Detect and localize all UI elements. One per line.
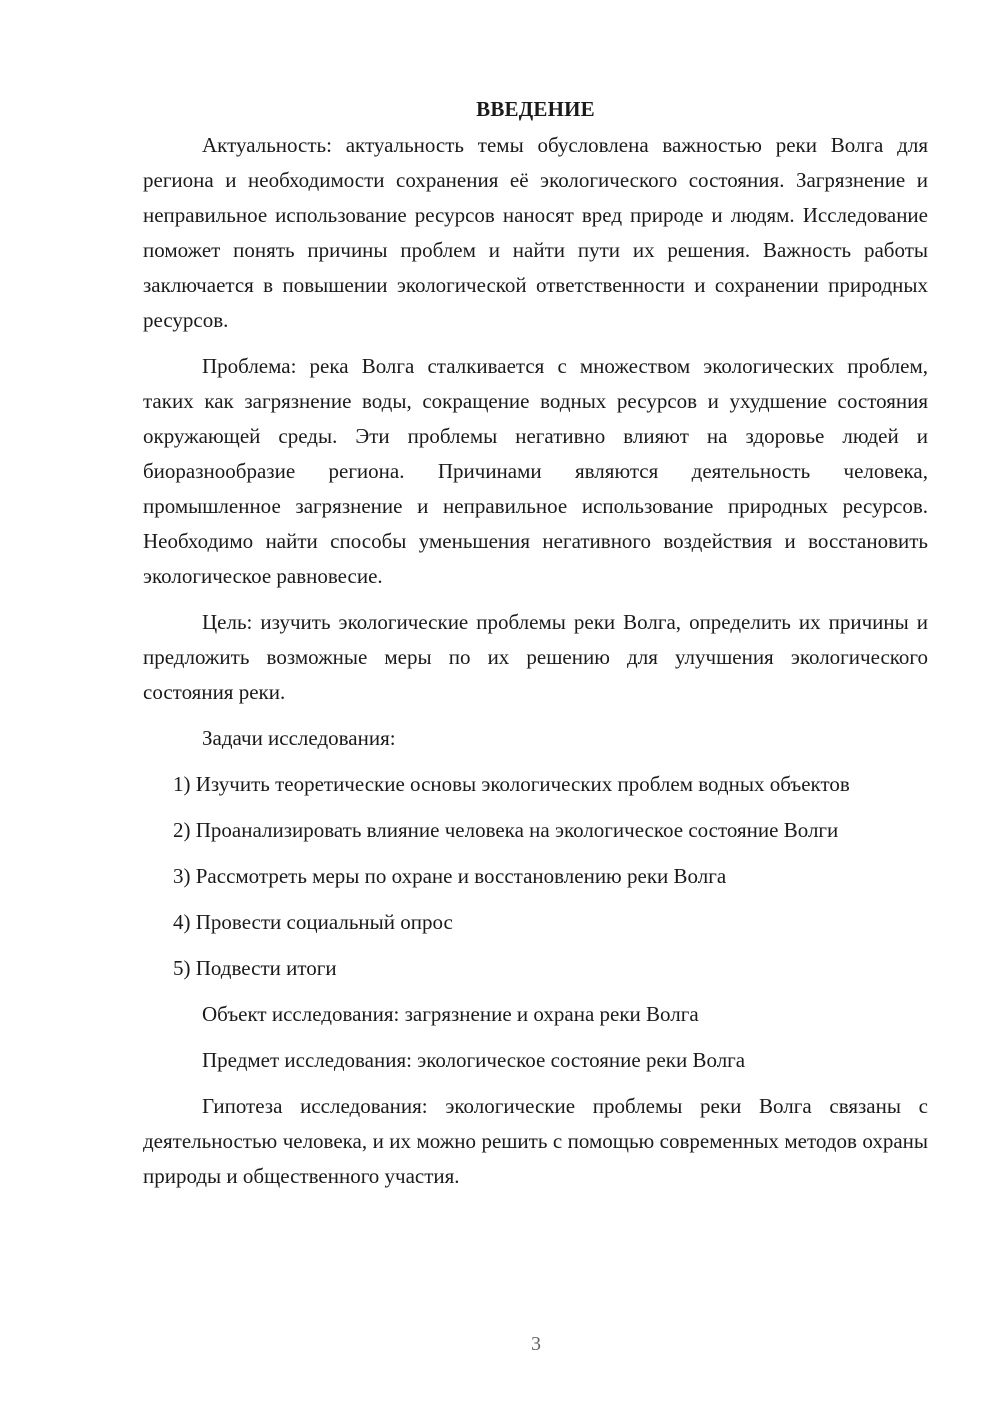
task-item: 2) Проанализировать влияние человека на экологическое состояние Волги (173, 818, 839, 842)
tasks-heading: Задачи исследования: (202, 726, 396, 750)
research-subject: Предмет исследования: экологическое состояние реки Волга (202, 1048, 746, 1072)
task-item: 3) Рассмотреть меры по охране и восстановлению реки Волга (173, 864, 727, 888)
problem-paragraph: Проблема: река Волга сталкивается с множеством экологических проблем, таких как загрязнение воды, сокращение водных ресурсов и ухудшение состояния окружающей среды. Эти проблемы негативно влияют на здоровье людей и биоразнообразие региона. Причинами являются деятельность человека, промышленное загрязнение и неправильное использование природных ресурсов. Необходимо найти способы уменьшения негативного воздействия и восстановить экологическое равновесие. (143, 354, 928, 588)
document-page (143, 92, 928, 1194)
task-item: 1) Изучить теоретические основы экологических проблем водных объектов (173, 772, 850, 796)
section-title: ВВЕДЕНИЕ (476, 97, 595, 121)
task-item: 4) Провести социальный опрос (173, 910, 453, 934)
research-object: Объект исследования: загрязнение и охрана реки Волга (202, 1002, 699, 1026)
research-hypothesis: Гипотеза исследования: экологические проблемы реки Волга связаны с деятельностью человека, и их можно решить с помощью современных методов охраны природы и общественного участия. (143, 1094, 928, 1188)
relevance-paragraph: Актуальность: актуальность темы обусловлена важностью реки Волга для региона и необходимости сохранения её экологического состояния. Загрязнение и неправильное использование ресурсов наносят вред природе и людям. Исследование поможет понять причины проблем и найти пути их решения. Важность работы заключается в повышении экологической ответственности и сохранении природных ресурсов. (143, 133, 928, 332)
task-item: 5) Подвести итоги (173, 956, 337, 980)
goal-paragraph: Цель: изучить экологические проблемы реки Волга, определить их причины и предложить возможные меры по их решению для улучшения экологического состояния реки. (143, 610, 928, 704)
page-number: 3 (531, 1333, 541, 1355)
